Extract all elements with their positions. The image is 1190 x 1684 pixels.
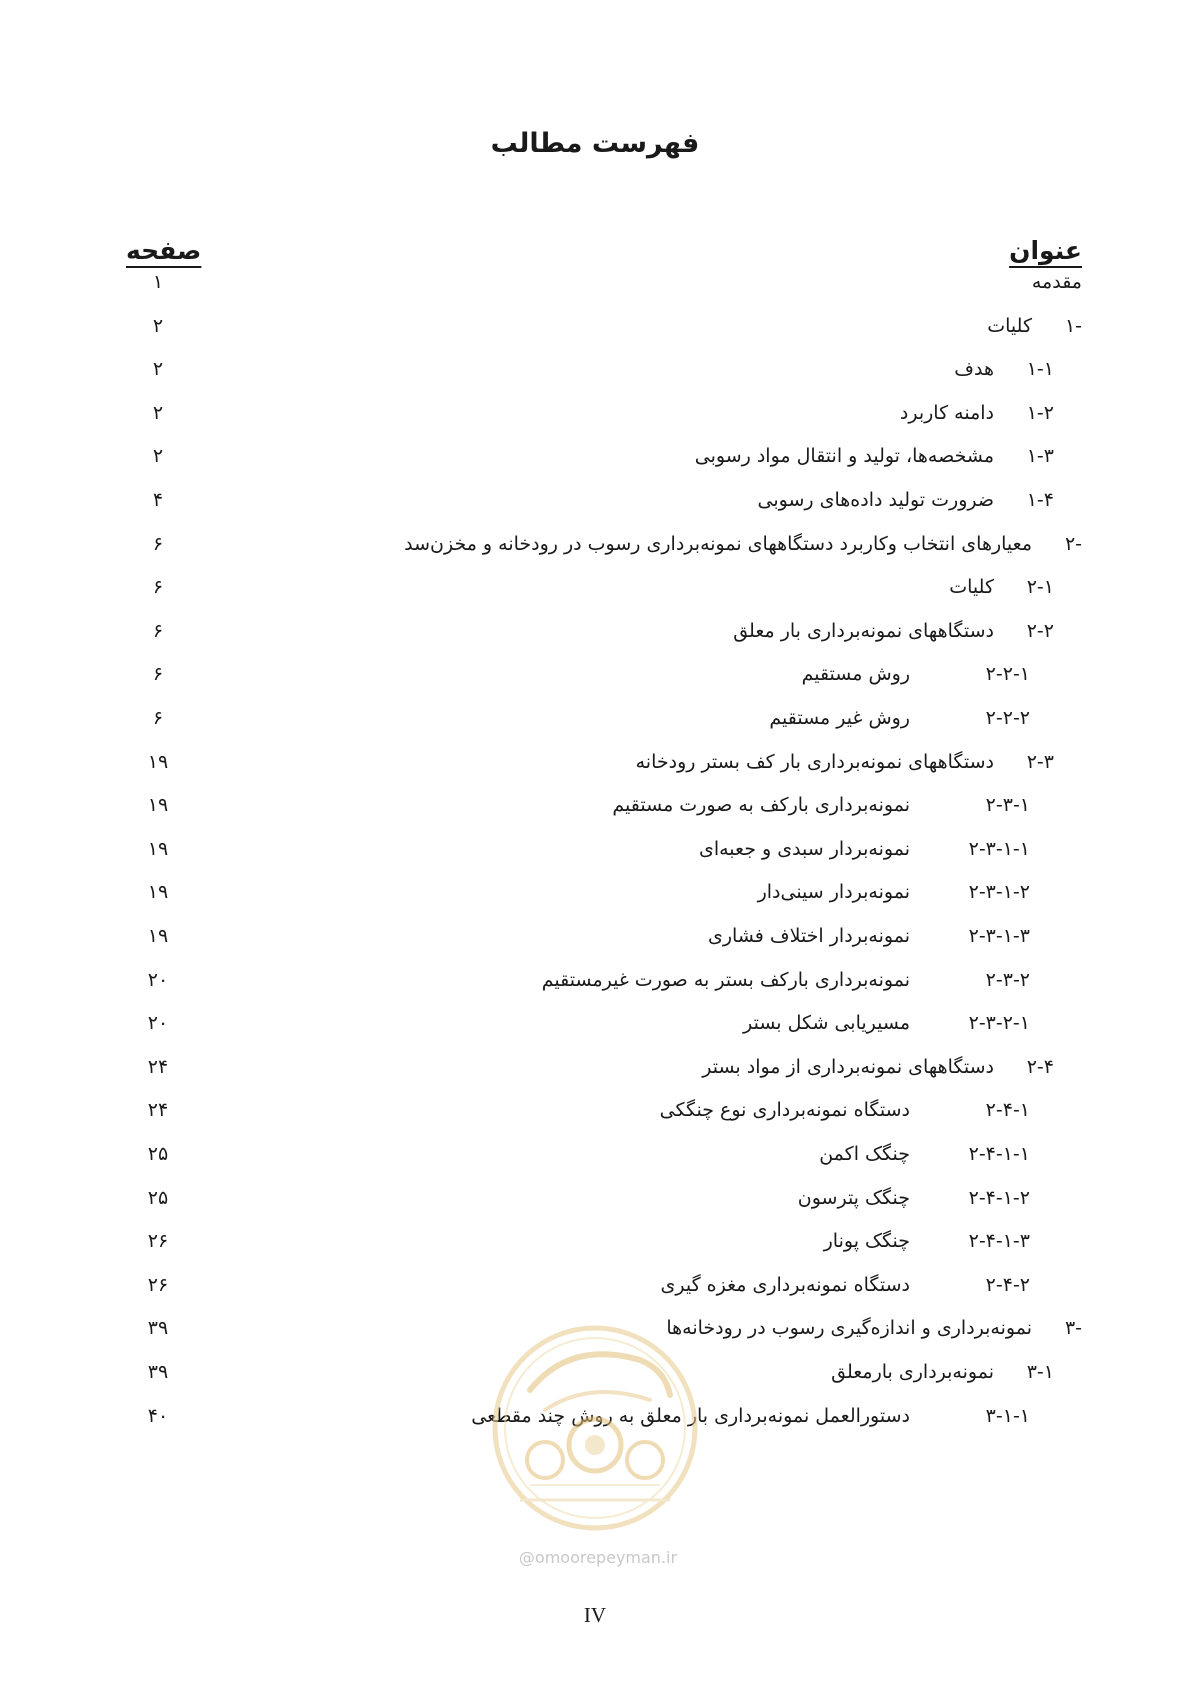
toc-entry	[0, 1230, 1190, 1274]
toc-entry-title: نمونه‌برداری و اندازه‌گیری رسوب در رودخانه‌ها	[666, 1317, 1032, 1339]
page-title: فهرست مطالب	[490, 128, 700, 159]
watermark-logo-icon	[490, 1320, 700, 1535]
toc-entry-number: ۲-۳-۲	[985, 969, 1030, 991]
toc-entry	[0, 402, 1190, 446]
toc-entry-number: ۲-۳-۱	[985, 794, 1030, 816]
toc-entry-number: ۲-۲	[1026, 620, 1054, 642]
page-column-header: صفحه	[126, 236, 202, 265]
toc-entry-page: ۱۹	[147, 838, 169, 860]
title-column-header: عنوان	[1009, 236, 1082, 265]
toc-entry-page: ۱۹	[147, 794, 169, 816]
toc-entry	[0, 1099, 1190, 1143]
toc-entry-page: ۶	[152, 707, 164, 729]
toc-entry-number: ۱-۴	[1026, 489, 1054, 511]
toc-entry	[0, 620, 1190, 664]
toc-entry	[0, 751, 1190, 795]
toc-entry-page: ۲۶	[147, 1230, 169, 1252]
toc-entry-title: هدف	[954, 358, 994, 380]
toc-entry-page: ۶	[152, 620, 164, 642]
toc-entry-title: دستگاههای نمونه‌برداری بار معلق	[733, 620, 994, 642]
toc-entry-page: ۲	[152, 402, 164, 424]
toc-entry-number: ۲-۲-۱	[985, 663, 1030, 685]
toc-entry	[0, 445, 1190, 489]
toc-entry	[0, 794, 1190, 838]
toc-entry-page: ۲۰	[147, 1012, 169, 1034]
toc-entry	[0, 838, 1190, 882]
toc-entry-page: ۶	[152, 663, 164, 685]
toc-entry-number: ۲-۴-۱-۳	[968, 1230, 1030, 1252]
toc-entry	[0, 315, 1190, 359]
toc-entry-title: نمونه‌برداری بارکف بستر به صورت غیرمستقیم	[541, 969, 910, 991]
toc-entry-number: ۱-۳	[1026, 445, 1054, 467]
toc-entry-page: ۴	[152, 489, 164, 511]
toc-entry-title: چنگک پونار	[823, 1230, 910, 1252]
toc-entry-title: دستگاههای نمونه‌برداری از مواد بستر	[702, 1056, 994, 1078]
toc-entry-number: ۲-۴-۱	[985, 1099, 1030, 1121]
toc-entry-title: روش غیر مستقیم	[769, 707, 910, 729]
toc-entry-number: ۲-۴-۲	[985, 1274, 1030, 1296]
toc-entry-title: دامنه کاربرد	[899, 402, 994, 424]
toc-entry-number: ۲-۱	[1026, 576, 1054, 598]
toc-entry-page: ۲	[152, 315, 164, 337]
toc-entry	[0, 576, 1190, 620]
toc-entry-title: روش مستقیم	[801, 663, 910, 685]
toc-entry	[0, 1187, 1190, 1231]
toc-entry-number: ۱-۱	[1026, 358, 1054, 380]
toc-entry-title: دستورالعمل نمونه‌برداری بار معلق به روش چند مقطعی	[471, 1405, 910, 1427]
toc-entry-title: مقدمه	[1031, 271, 1082, 293]
toc-entry-title: ضرورت تولید داده‌های رسوبی	[757, 489, 994, 511]
toc-entry-number: ۳-۱-۱	[985, 1405, 1030, 1427]
toc-entry	[0, 1143, 1190, 1187]
toc-entry-page: ۳۹	[147, 1361, 169, 1383]
toc-entry-number: ۲-	[1064, 533, 1082, 555]
toc-entry-title: دستگاه نمونه‌برداری مغزه گیری	[660, 1274, 910, 1296]
toc-entry-title: نمونه‌بردار اختلاف فشاری	[708, 925, 910, 947]
toc-entry-page: ۲۰	[147, 969, 169, 991]
toc-entry-number: ۲-۳-۲-۱	[968, 1012, 1030, 1034]
toc-entry	[0, 489, 1190, 533]
page-number: IV	[583, 1603, 607, 1627]
toc-entry-number: ۳-۱	[1026, 1361, 1054, 1383]
toc-entry-title: نمونه‌بردار سینی‌دار	[757, 881, 910, 903]
toc-entry-number: ۱-۲	[1026, 402, 1054, 424]
toc-entry	[0, 925, 1190, 969]
toc-entry	[0, 663, 1190, 707]
toc-entry-title: دستگاه نمونه‌برداری نوع چنگکی	[659, 1099, 910, 1121]
toc-entry-page: ۲۶	[147, 1274, 169, 1296]
toc-entry	[0, 969, 1190, 1013]
toc-entry	[0, 707, 1190, 751]
toc-entry	[0, 358, 1190, 402]
toc-entry-page: ۲۴	[147, 1099, 169, 1121]
toc-entry-number: ۲-۲-۲	[985, 707, 1030, 729]
toc-entry-title: چنگک پترسون	[797, 1187, 910, 1209]
toc-entry-title: نمونه‌برداری بارکف به صورت مستقیم	[612, 794, 910, 816]
toc-entry	[0, 1274, 1190, 1318]
toc-entry-title: چنگک اکمن	[819, 1143, 910, 1165]
toc-entry-number: ۲-۴-۱-۲	[968, 1187, 1030, 1209]
toc-entry-title: کلیات	[949, 576, 994, 598]
toc-entry-page: ۴۰	[147, 1405, 169, 1427]
toc-entry-title: مسیریابی شکل بستر	[743, 1012, 910, 1034]
toc-entry-title: نمونه‌بردار سبدی و جعبه‌ای	[698, 838, 910, 860]
toc-entry-number: ۲-۳	[1026, 751, 1054, 773]
toc-entry-title: کلیات	[987, 315, 1032, 337]
toc-entry-number: ۲-۳-۱-۱	[968, 838, 1030, 860]
toc-entry-page: ۲	[152, 358, 164, 380]
toc-entry-number: ۲-۴	[1026, 1056, 1054, 1078]
toc-entry-number: ۲-۳-۱-۳	[968, 925, 1030, 947]
watermark-url: @omoorepeyman.ir	[518, 1548, 678, 1567]
toc-entry	[0, 533, 1190, 577]
toc-entry-number: ۲-۴-۱-۱	[968, 1143, 1030, 1165]
toc-entry-page: ۱۹	[147, 751, 169, 773]
toc-entry-page: ۱۹	[147, 925, 169, 947]
toc-entry	[0, 881, 1190, 925]
toc-entry-number: ۲-۳-۱-۲	[968, 881, 1030, 903]
toc-entry-page: ۶	[152, 576, 164, 598]
toc-entry-page: ۲۵	[147, 1143, 169, 1165]
toc-entry-page: ۲	[152, 445, 164, 467]
toc-entry-title: دستگاههای نمونه‌برداری بار کف بستر رودخانه	[635, 751, 994, 773]
toc-entry	[0, 271, 1190, 315]
toc-entry	[0, 1012, 1190, 1056]
toc-entry-number: ۱-	[1064, 315, 1082, 337]
toc-entry-page: ۱	[152, 271, 164, 293]
toc-entry-title: مشخصه‌ها، تولید و انتقال مواد رسوبی	[694, 445, 994, 467]
toc-entry	[0, 1056, 1190, 1100]
toc-entry-page: ۲۵	[147, 1187, 169, 1209]
toc-entry-page: ۳۹	[147, 1317, 169, 1339]
toc-entry-page: ۱۹	[147, 881, 169, 903]
toc-entry-title: نمونه‌برداری بارمعلق	[831, 1361, 994, 1383]
toc-entry-title: معیارهای انتخاب وکاربرد دستگاههای نمونه‌برداری رسوب در رودخانه و مخزن‌سد	[404, 533, 1032, 555]
toc-entry-number: ۳-	[1064, 1317, 1082, 1339]
toc-entry-page: ۲۴	[147, 1056, 169, 1078]
toc-entry-page: ۶	[152, 533, 164, 555]
